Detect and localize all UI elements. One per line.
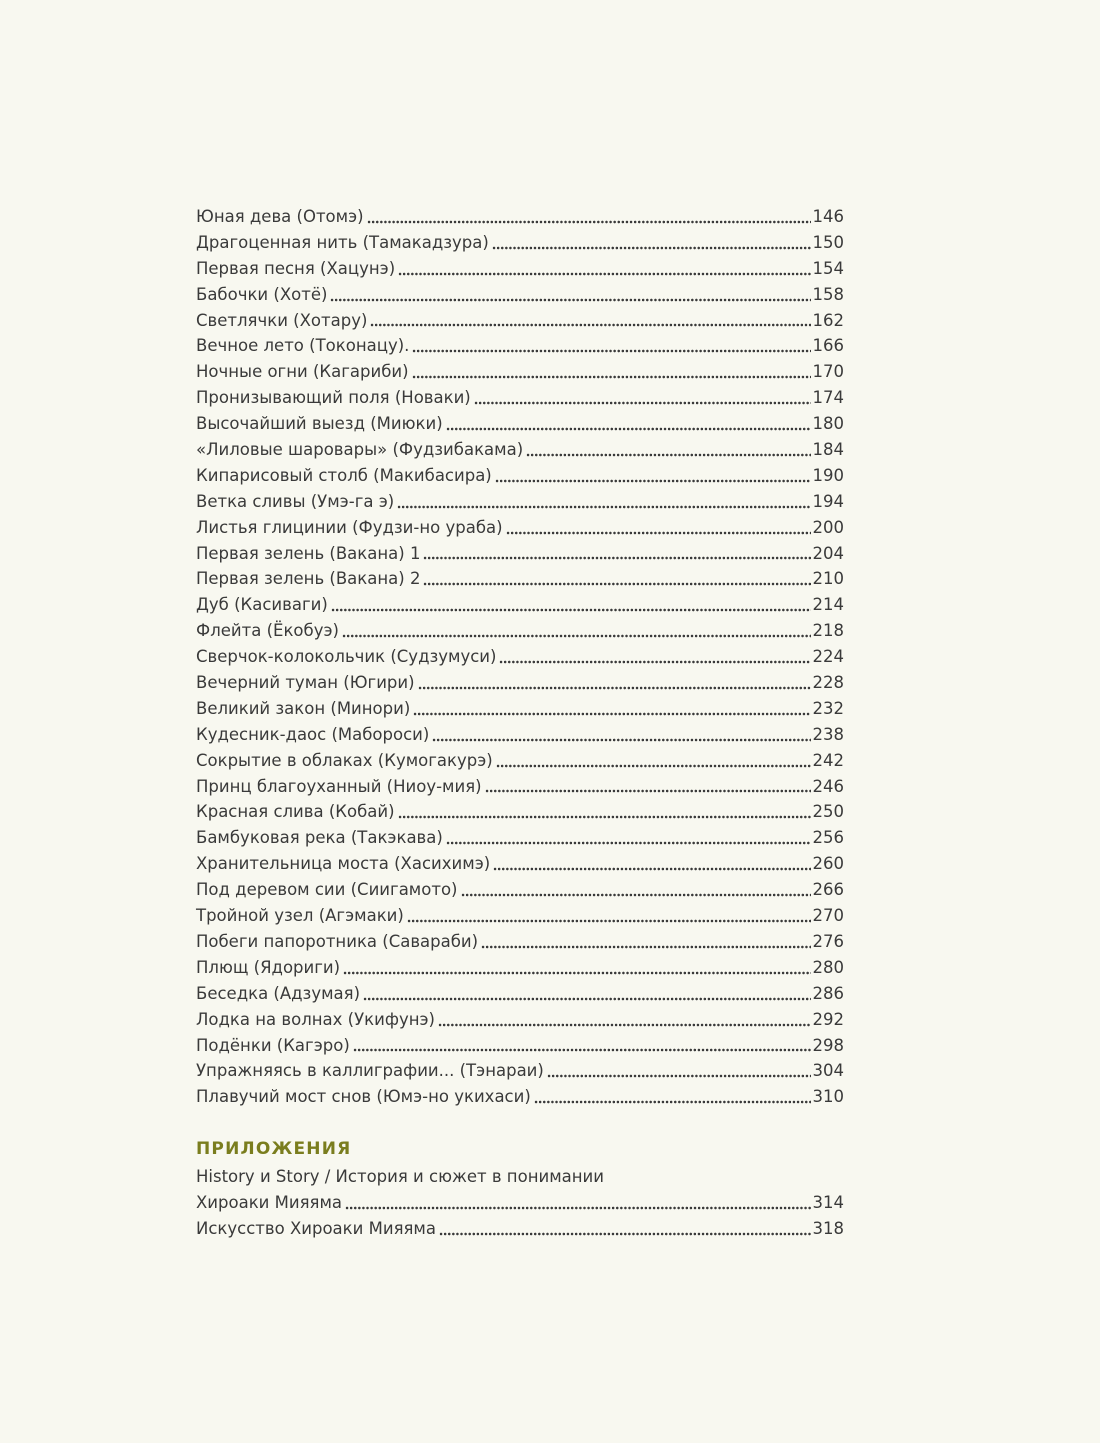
toc-entry-page: 174	[812, 388, 844, 408]
toc-entry-page: 286	[812, 983, 844, 1003]
toc-entry	[196, 877, 844, 903]
toc-entry-title: Плющ (Ядориги)	[196, 957, 341, 977]
dot-leader	[446, 427, 811, 431]
toc-entry	[196, 1007, 844, 1033]
toc-entry-page: 190	[812, 465, 844, 485]
toc-entry-page: 292	[812, 1009, 844, 1029]
toc-entry	[196, 799, 844, 825]
toc-entry-page: 204	[812, 543, 844, 563]
toc-entry-page: 214	[812, 595, 844, 615]
table-of-contents	[196, 204, 844, 1242]
dot-leader	[330, 298, 810, 302]
toc-entry-title: Сокрытие в облаках (Кумогакурэ)	[196, 750, 493, 770]
dot-leader	[481, 945, 810, 949]
toc-entry	[196, 541, 844, 567]
toc-entry-page: 310	[812, 1087, 844, 1107]
appendix-heading: ПРИЛОЖЕНИЯ	[196, 1139, 352, 1160]
toc-entry-page: 180	[812, 414, 844, 434]
dot-leader	[474, 401, 811, 405]
toc-entry-title: Упражняясь в каллиграфии... (Тэнараи)	[196, 1061, 544, 1081]
toc-entry-title: Плавучий мост снов (Юмэ-но укихаси)	[196, 1087, 531, 1107]
toc-entry	[196, 515, 844, 541]
toc-entry	[196, 463, 844, 489]
toc-entry-title: Дуб (Касиваги)	[196, 595, 328, 615]
toc-entry-title: Под деревом сии (Сиигамото)	[196, 880, 458, 900]
toc-entry-title: Кипарисовый столб (Макибасира)	[196, 465, 492, 485]
toc-entry-page: 218	[812, 621, 844, 641]
toc-entry	[196, 437, 844, 463]
toc-entry	[196, 1190, 844, 1216]
toc-entry-title: Искусство Хироаки Мияяма	[196, 1218, 436, 1238]
toc-entry-page: 260	[812, 854, 844, 874]
toc-entry	[196, 359, 844, 385]
toc-entry	[196, 955, 844, 981]
dot-leader	[412, 375, 811, 379]
toc-entry	[196, 308, 844, 334]
toc-entry-title: Побеги папоротника (Савараби)	[196, 931, 479, 951]
toc-entry-title: Великий закон (Минори)	[196, 698, 411, 718]
toc-entry	[196, 903, 844, 929]
toc-entry-page: 162	[812, 310, 844, 330]
toc-entry-page: 154	[812, 258, 844, 278]
toc-entry-page: 210	[812, 569, 844, 589]
dot-leader	[461, 893, 811, 897]
toc-entry	[196, 929, 844, 955]
toc-entry	[196, 592, 844, 618]
dot-leader	[398, 272, 810, 276]
dot-leader	[438, 1023, 811, 1027]
dot-leader	[499, 660, 810, 664]
toc-entry-page: 250	[812, 802, 844, 822]
toc-entry-page: 200	[812, 517, 844, 537]
toc-entry	[196, 981, 844, 1007]
toc-entry	[196, 489, 844, 515]
toc-entry	[196, 333, 844, 359]
toc-entry	[196, 644, 844, 670]
dot-leader	[363, 997, 810, 1001]
toc-entry	[196, 411, 844, 437]
toc-entry	[196, 566, 844, 592]
toc-entry-title: Лодка на волнах (Укифунэ)	[196, 1009, 435, 1029]
dot-leader	[432, 738, 810, 742]
toc-entry-title: Хироаки Мияяма	[196, 1193, 343, 1213]
toc-entry-page: 224	[812, 647, 844, 667]
toc-entry-title: Светлячки (Хотару)	[196, 310, 368, 330]
toc-entry-page: 238	[812, 724, 844, 744]
dot-leader	[495, 479, 811, 483]
dot-leader	[418, 686, 811, 690]
dot-leader	[331, 608, 811, 612]
toc-list	[196, 204, 844, 1110]
toc-entry-title: Бабочки (Хотё)	[196, 284, 328, 304]
toc-entry-page: 228	[812, 673, 844, 693]
toc-entry-page: 304	[812, 1061, 844, 1081]
toc-entry-page: 266	[812, 880, 844, 900]
toc-entry-page: 232	[812, 698, 844, 718]
toc-entry-page: 318	[812, 1218, 844, 1238]
toc-entry-title: Пронизывающий поля (Новаки)	[196, 388, 471, 408]
toc-entry-title: Тройной узел (Агэмаки)	[196, 906, 404, 926]
toc-entry	[196, 1216, 844, 1242]
toc-entry-page: 246	[812, 776, 844, 796]
toc-entry-title: Драгоценная нить (Тамакадзура)	[196, 232, 489, 252]
toc-entry	[196, 1033, 844, 1059]
dot-leader	[407, 919, 811, 923]
toc-entry-title: Первая песня (Хацунэ)	[196, 258, 396, 278]
dot-leader	[423, 582, 810, 586]
dot-leader	[446, 841, 811, 845]
toc-entry	[196, 230, 844, 256]
toc-entry	[196, 825, 844, 851]
dot-leader	[534, 1100, 811, 1104]
dot-leader	[370, 323, 810, 327]
dot-leader	[423, 556, 810, 560]
toc-entry-page: 314	[812, 1193, 844, 1213]
toc-entry	[196, 748, 844, 774]
toc-entry-page: 150	[812, 232, 844, 252]
dot-leader	[506, 531, 811, 535]
toc-entry-title: Первая зелень (Вакана) 1	[196, 543, 421, 563]
toc-entry-page: 170	[812, 362, 844, 382]
toc-entry-title: Ночные огни (Кагариби)	[196, 362, 409, 382]
toc-entry	[196, 618, 844, 644]
toc-entry-page: 146	[812, 207, 844, 226]
toc-entry-title: Вечерний туман (Югири)	[196, 673, 415, 693]
toc-entry-page: 298	[812, 1035, 844, 1055]
dot-leader	[398, 815, 811, 819]
toc-entry-page: 280	[812, 957, 844, 977]
toc-entry	[196, 774, 844, 800]
dot-leader	[492, 246, 811, 250]
toc-entry-page: 194	[812, 491, 844, 511]
dot-leader	[345, 1206, 810, 1210]
toc-entry-page: 256	[812, 828, 844, 848]
dot-leader	[493, 867, 810, 871]
toc-entry-title: Бамбуковая река (Такэкава)	[196, 828, 443, 848]
dot-leader	[485, 789, 811, 793]
dot-leader	[342, 634, 811, 638]
toc-entry-page: 276	[812, 931, 844, 951]
toc-entry	[196, 851, 844, 877]
toc-entry-title: Красная слива (Кобай)	[196, 802, 395, 822]
dot-leader	[496, 764, 811, 768]
toc-entry-title: Хранительница моста (Хасихимэ)	[196, 854, 491, 874]
toc-entry	[196, 696, 844, 722]
toc-entry	[196, 1084, 844, 1110]
toc-entry-title: Беседка (Адзумая)	[196, 983, 361, 1003]
toc-entry	[196, 670, 844, 696]
dot-leader	[353, 1048, 811, 1052]
toc-entry-title: Подёнки (Кагэро)	[196, 1035, 350, 1055]
toc-entry	[196, 1058, 844, 1084]
toc-entry-title: Кудесник-даос (Мабороси)	[196, 724, 430, 744]
toc-entry-title: Ветка сливы (Умэ-га э)	[196, 491, 395, 511]
toc-entry-title: Сверчок-колокольчик (Судзумуси)	[196, 647, 497, 667]
dot-leader	[397, 505, 810, 509]
toc-entry-page: 166	[812, 336, 844, 356]
dot-leader	[526, 453, 810, 457]
dot-leader	[439, 1232, 811, 1236]
toc-entry-page: 270	[812, 906, 844, 926]
toc-entry	[196, 722, 844, 748]
dot-leader	[413, 712, 810, 716]
toc-entry-title: Вечное лето (Токонацу).	[196, 336, 410, 356]
toc-entry-page: 242	[812, 750, 844, 770]
toc-entry-title: Флейта (Ёкобуэ)	[196, 621, 339, 641]
toc-entry	[196, 385, 844, 411]
dot-leader	[547, 1074, 811, 1078]
dot-leader	[343, 971, 810, 975]
toc-entry-title: Принц благоуханный (Ниоу-мия)	[196, 776, 482, 796]
toc-entry-title: Высочайший выезд (Миюки)	[196, 414, 443, 434]
appendix-entry-title-line1: History и Story / История и сюжет в понимании	[196, 1167, 604, 1187]
toc-entry	[196, 256, 844, 282]
toc-entry	[196, 282, 844, 308]
toc-entry-title: Юная дева (Отомэ)	[196, 207, 364, 226]
dot-leader	[367, 220, 811, 224]
toc-entry-title: «Лиловые шаровары» (Фудзибакама)	[196, 440, 524, 460]
toc-entry-page: 158	[812, 284, 844, 304]
toc-entry-title: Листья глицинии (Фудзи-но ураба)	[196, 517, 503, 537]
dot-leader	[412, 349, 810, 353]
toc-entry-page: 184	[812, 440, 844, 460]
toc-entry-title: Первая зелень (Вакана) 2	[196, 569, 421, 589]
toc-entry	[196, 204, 844, 230]
